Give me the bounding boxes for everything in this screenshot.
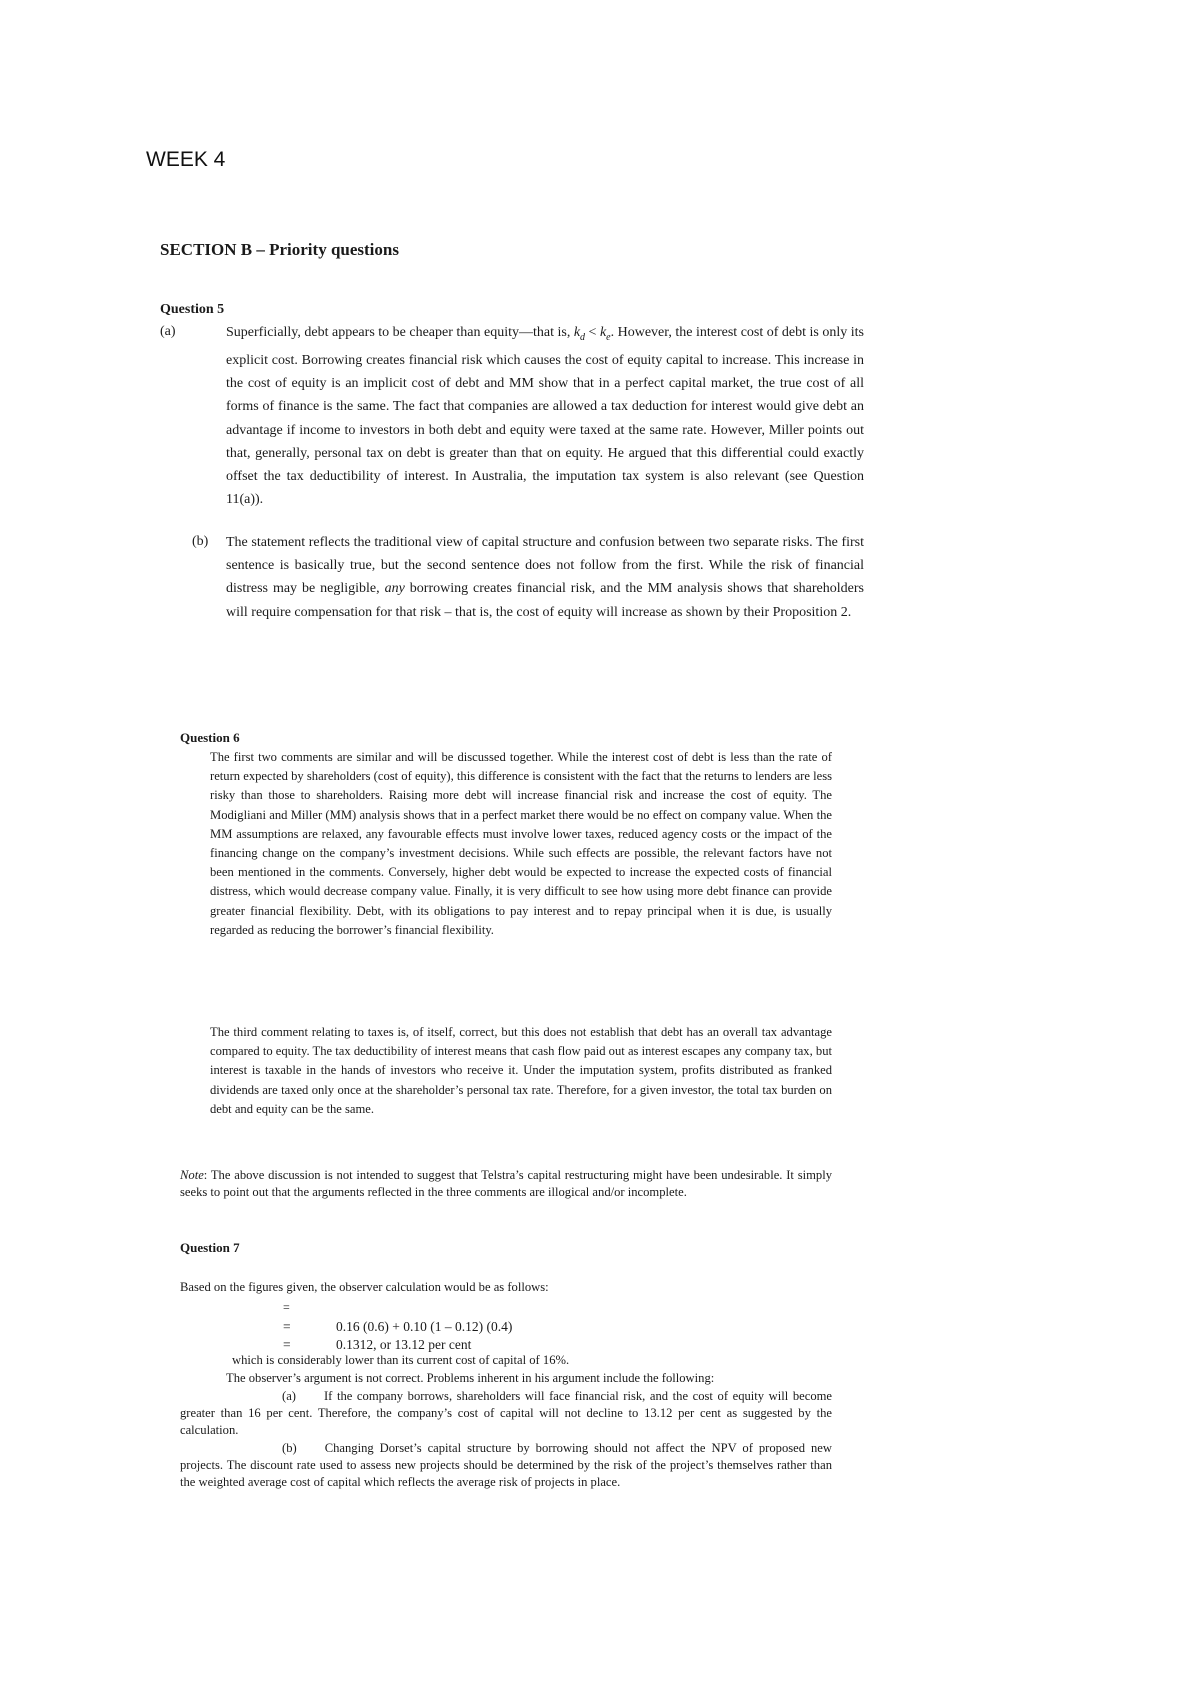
equation-line-1: 0.16 (0.6) + 0.10 (1 – 0.12) (0.4) [336, 1319, 513, 1334]
question-7-heading: Question 7 [180, 1240, 240, 1255]
question-7-part-a: (a) If the company borrows, shareholders will face financial risk, and the cost of equity will become greater than 16 per cent. Therefore, the company’s cost of capital will not decline to 13.12 per cent as suggested by the calculation. [180, 1389, 832, 1437]
question-6-paragraph-2: The third comment relating to taxes is, of itself, correct, but this does not establish that debt has an overall tax advantage compared to equity. The tax deductibility of interest means that cash flow paid out as interest escapes any company tax, but interest is taxable in the hands of investors who receive it. Under the imputation system, profits distributed as franked dividends are taxed only once at the shareholder’s personal tax rate. Therefore, for a given investor, the total tax burden on debt and equity can be the same. [210, 1025, 832, 1116]
question-6-heading: Question 6 [180, 730, 240, 745]
question-6-paragraph-1: The first two comments are similar and will be discussed together. While the interest cost of debt is less than the rate of return expected by shareholders (cost of equity), this difference is consistent with the fact that the returns to lenders are less risky than those to shareholders. Raising more debt will increase financial risk and increase the cost of equity. The Modigliani and Miller (MM) analysis shows that in a perfect market there would be no effect on company value. When the MM assumptions are relaxed, any favourable effects must involve lower taxes, reduced agency costs or the impact of the financing change on the company’s investment decisions. While such effects are possible, the relevant factors have not been mentioned in the comments. Conversely, higher debt would be expected to increase the expected costs of financial distress, which would decrease company value. Finally, it is very difficult to see how using more debt finance can provide greater financial flexibility. Debt, with its obligations to pay interest and to repay principal when it is due, is usually regarded as reducing the borrower’s financial flexibility. [210, 750, 832, 937]
question-5-heading: Question 5 [160, 302, 225, 317]
question-5-part-b-marker: (b) [192, 534, 209, 549]
question-5-part-b-text: The statement reflects the traditional view of capital structure and confusion between two separate risks. The first sentence is basically true, but the second sentence does not follow from the first. While the risk of financial distress may be negligible, any borrowing creates financial risk, and the MM analysis shows that shareholders will require compensation for that risk – that is, the cost of equity will increase as shown by their Proposition 2. [226, 535, 864, 620]
question-7-argument-intro: The observer’s argument is not correct. Problems inherent in his argument include the following: [226, 1371, 715, 1385]
question-7-part-b: (b) Changing Dorset’s capital structure by borrowing should not affect the NPV of proposed new projects. The discount rate used to assess new projects should be determined by the risk of the project’s themselves rather than the weighted average cost of capital which reflects the average risk of projects in place. [180, 1441, 832, 1489]
question-7-intro: Based on the figures given, the observer calculation would be as follows: [180, 1280, 549, 1294]
week-title: WEEK 4 [146, 148, 226, 171]
equation-symbol: = [283, 1300, 290, 1314]
question-5-part-a-marker: (a) [160, 324, 176, 339]
equation-line-2-symbol: = [283, 1337, 291, 1352]
section-heading: SECTION B – Priority questions [160, 240, 399, 259]
question-7-calc-result: which is considerably lower than its current cost of capital of 16%. [232, 1353, 570, 1367]
question-7-part-b-marker: (b) [282, 1441, 297, 1455]
question-5-part-a-text: Superficially, debt appears to be cheaper than equity—that is, $k_d < k_e$. However, the interest cost of debt is only its explicit cost. Borrowing creates financial risk which causes the cost of equity capital to increase. This increase in the cost of equity is an implicit cost of debt and MM show that in a perfect capital market, the true cost of all forms of finance is the same. The fact that companies are allowed a tax deduction for interest would give debt an advantage if income to investors in both debt and equity were taxed at the same rate. However, Miller points out that, generally, personal tax on debt is greater than that on equity. He argued that this differential could exactly offset the tax deductibility of interest. In Australia, the imputation tax system is also relevant (see Question 11(a)). [226, 325, 864, 508]
equation-line-2: 0.1312, or 13.12 per cent [336, 1337, 472, 1352]
equation-line-1-symbol: = [283, 1319, 291, 1334]
question-7-part-a-marker: (a) [282, 1389, 296, 1403]
question-6-note: Note: The above discussion is not intended to suggest that Telstra’s capital restructuring might have been undesirable. It simply seeks to point out that the arguments reflected in the three comments are illogical and/or incomplete. [180, 1168, 832, 1200]
